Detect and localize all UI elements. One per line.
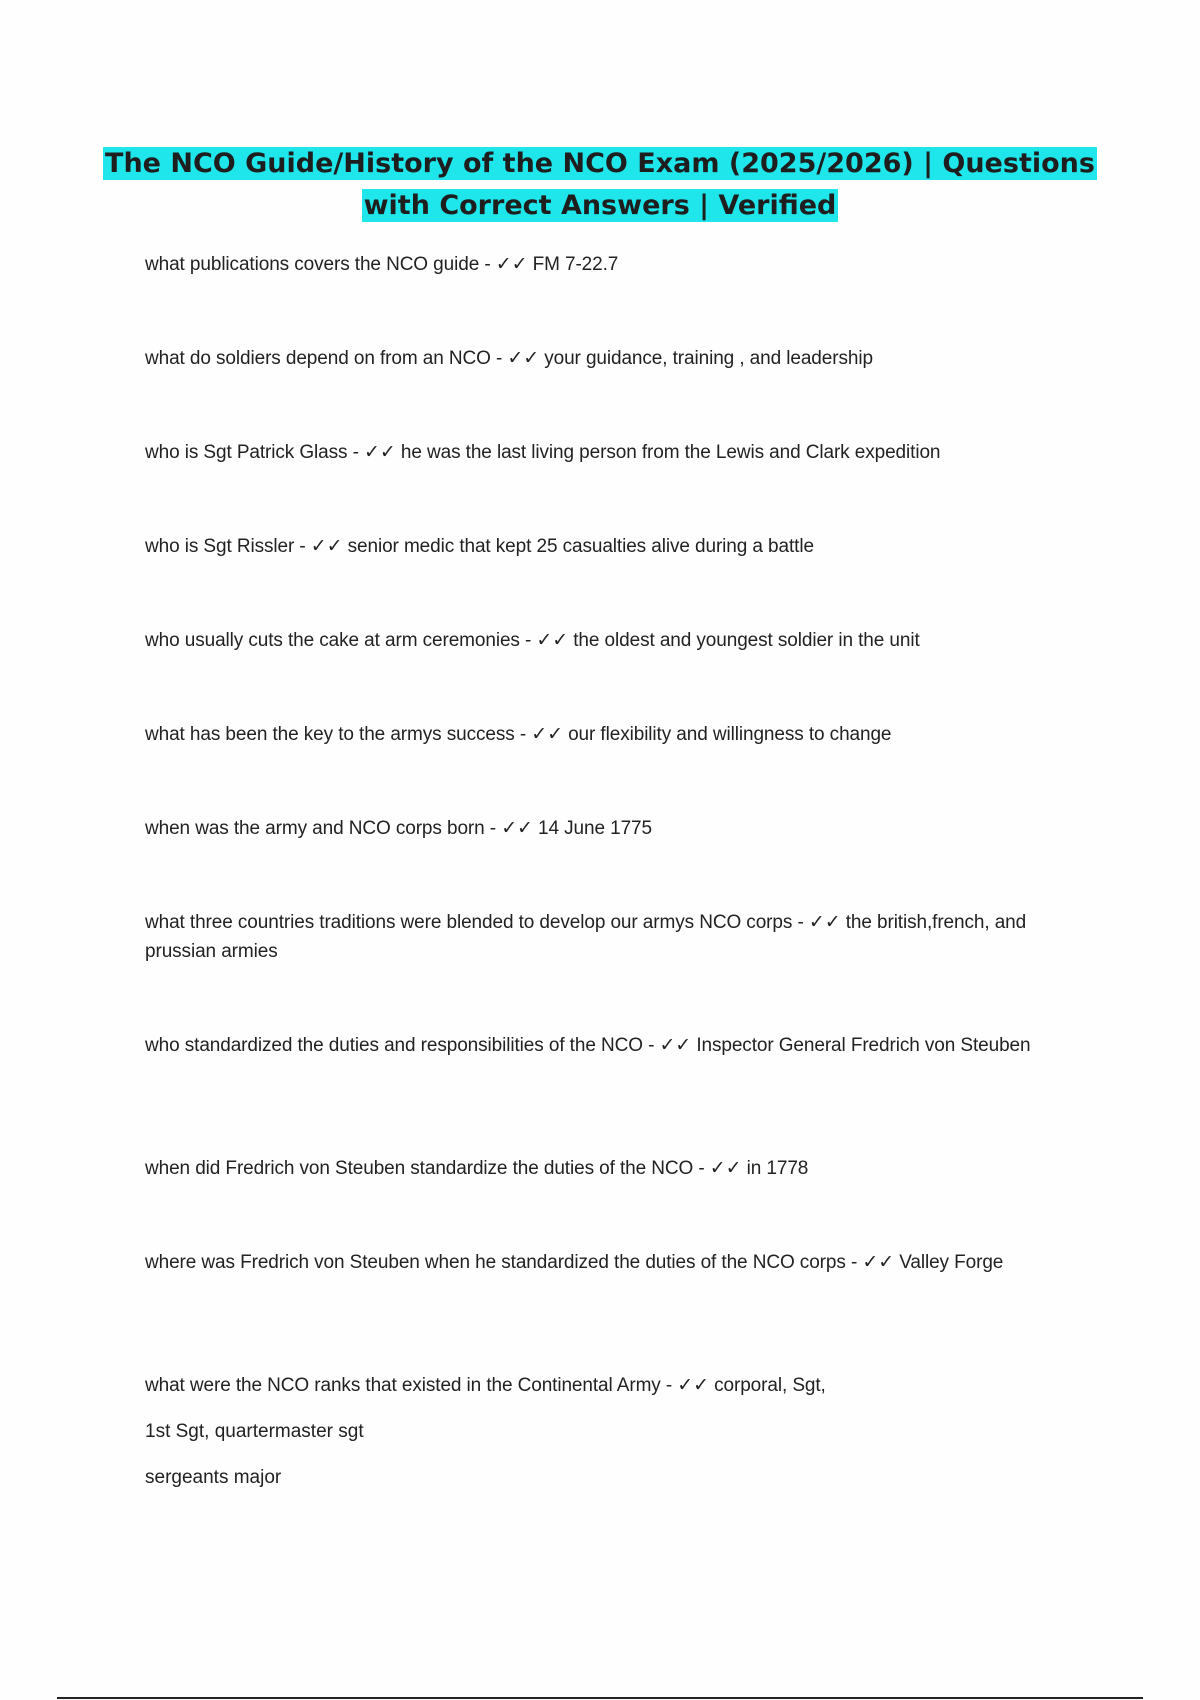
double-check-icon: ✓✓: [501, 817, 533, 839]
double-check-icon: ✓✓: [507, 347, 540, 369]
footer-rule: [57, 1697, 1143, 1699]
qa-item: [145, 250, 1045, 279]
qa-item: [145, 908, 1045, 966]
qa-item: [145, 1154, 1045, 1183]
double-check-icon: ✓✓: [659, 1034, 692, 1056]
qa-item: [145, 1031, 1045, 1060]
question-text: what do soldiers depend on from an NCO -: [145, 348, 503, 369]
title-line-1: The NCO Guide/History of the NCO Exam (2025/2026) | Questions: [105, 148, 1095, 179]
question-text: what three countries traditions were blended to develop our armys NCO corps -: [145, 912, 804, 933]
qa-item: [145, 626, 1045, 655]
answer-text: the british,french, and prussian armies: [145, 912, 1027, 962]
double-check-icon: ✓✓: [808, 911, 841, 933]
qa-item: [145, 720, 1045, 749]
answer-continuation-line: 1st Sgt, quartermaster sgt: [145, 1421, 364, 1442]
document-title: [100, 143, 1100, 227]
answer-text: Inspector General Fredrich von Steuben: [696, 1035, 1031, 1056]
question-text: who is Sgt Rissler -: [145, 536, 306, 557]
title-line-2: with Correct Answers | Verified: [363, 190, 837, 221]
question-text: when did Fredrich von Steuben standardize the duties of the NCO -: [145, 1158, 705, 1179]
question-text: what publications covers the NCO guide -: [145, 254, 491, 275]
qa-item: [145, 814, 1045, 843]
qa-item: [145, 1248, 1045, 1277]
double-check-icon: ✓✓: [531, 723, 563, 745]
double-check-icon: ✓✓: [677, 1374, 709, 1396]
double-check-icon: ✓✓: [495, 253, 528, 275]
question-text: who is Sgt Patrick Glass -: [145, 442, 359, 463]
question-text: who standardized the duties and responsibilities of the NCO -: [145, 1035, 655, 1056]
question-text: what has been the key to the armys success -: [145, 724, 527, 745]
answer-text: Valley Forge: [899, 1252, 1004, 1273]
answer-text: our flexibility and willingness to change: [568, 724, 892, 745]
answer-text: he was the last living person from the Lewis and Clark expedition: [400, 442, 941, 463]
double-check-icon: ✓✓: [310, 535, 343, 557]
answer-text: corporal, Sgt,: [714, 1375, 826, 1396]
double-check-icon: ✓✓: [862, 1251, 895, 1273]
qa-item: [145, 344, 1045, 373]
answer-text: senior medic that kept 25 casualties alive during a battle: [347, 536, 814, 557]
qa-item: [145, 438, 1045, 467]
double-check-icon: ✓✓: [536, 629, 569, 651]
answer-text: in 1778: [746, 1158, 809, 1179]
question-text: when was the army and NCO corps born -: [145, 818, 497, 839]
answer-text: FM 7-22.7: [532, 254, 619, 275]
question-text: what were the NCO ranks that existed in the Continental Army -: [145, 1375, 673, 1396]
double-check-icon: ✓✓: [709, 1157, 742, 1179]
qa-item: [145, 1371, 1045, 1400]
question-text: where was Fredrich von Steuben when he standardized the duties of the NCO corps -: [145, 1252, 858, 1273]
answer-text: the oldest and youngest soldier in the unit: [573, 630, 920, 651]
question-text: who usually cuts the cake at arm ceremonies -: [145, 630, 532, 651]
answer-text: 14 June 1775: [538, 818, 652, 839]
qa-item: [145, 532, 1045, 561]
answer-continuation-line: sergeants major: [145, 1467, 282, 1488]
answer-text: your guidance, training , and leadership: [544, 348, 873, 369]
double-check-icon: ✓✓: [364, 441, 396, 463]
